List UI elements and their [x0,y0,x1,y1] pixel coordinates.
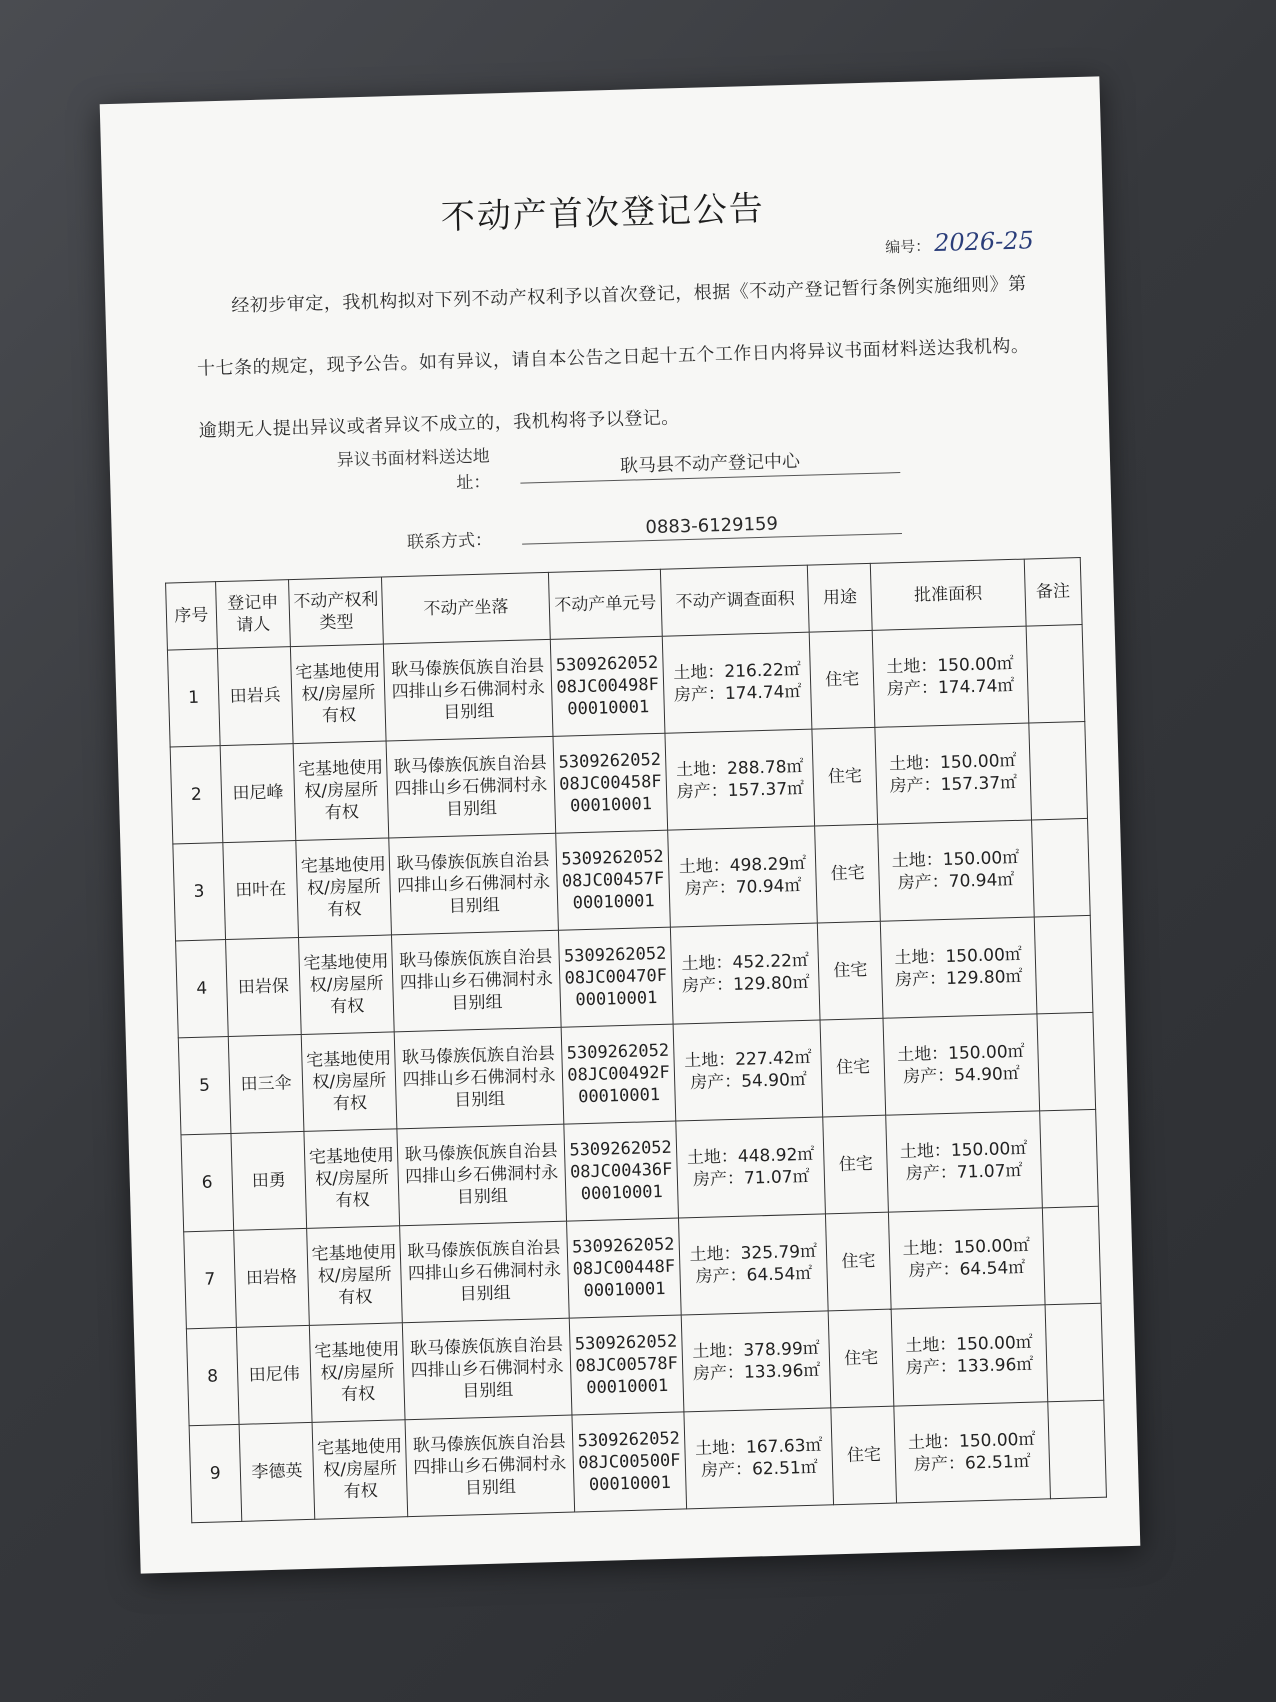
approved-land: 土地：150.00㎡ [902,1235,1031,1260]
survey-land: 土地：227.42㎡ [683,1047,812,1072]
cell-applicant: 田尼伟 [236,1325,312,1424]
cell-applicant: 田岩格 [233,1228,309,1327]
cell-seq: 6 [181,1133,233,1231]
survey-house: 房产：64.54㎡ [695,1263,813,1288]
cell-right-type: 宅基地使用权/房屋所有权 [291,644,387,744]
cell-survey-area [682,1311,832,1412]
cell-seq: 5 [178,1037,230,1135]
address-value: 耿马县不动产登记中心 [520,444,901,484]
cell-right-type: 宅基地使用权/房屋所有权 [310,1323,406,1423]
cell-seq: 2 [170,746,222,844]
cell-usage: 住宅 [823,1115,888,1214]
cell-approved-area [878,820,1034,921]
serial-label: 编号： [884,237,931,257]
approved-land: 土地：150.00㎡ [886,653,1015,678]
cell-unit-no: 530926205208JC00448F00010001 [566,1218,681,1318]
cell-unit-no: 530926205208JC00470F00010001 [558,927,673,1027]
cell-usage: 住宅 [810,630,875,729]
cell-applicant: 田叶在 [223,841,299,940]
survey-house: 房产：62.51㎡ [700,1457,818,1481]
approved-land: 土地：150.00㎡ [891,847,1020,872]
registry-table-wrap [165,557,1107,1523]
contact-label: 联系方式： [406,530,493,553]
survey-house: 房产：54.90㎡ [689,1069,808,1094]
survey-house: 房产：157.37㎡ [676,778,805,803]
approved-house: 房产：54.90㎡ [902,1063,1021,1088]
cell-survey-area [663,632,813,733]
cell-approved-area [889,1208,1045,1309]
cell-seq: 4 [176,940,228,1038]
approved-house: 房产：174.74㎡ [886,675,1015,700]
cell-remarks [1026,625,1085,724]
cell-right-type: 宅基地使用权/房屋所有权 [296,838,392,938]
header-seq: 序号 [166,582,218,650]
cell-approved-area [872,626,1028,727]
cell-unit-no: 530926205208JC00500F00010001 [572,1412,687,1512]
cell-location: 耿马傣族佤族自治县四排山乡石佛洞村永目别组 [384,639,553,741]
cell-unit-no: 530926205208JC00492F00010001 [561,1024,676,1124]
cell-survey-area [679,1214,829,1315]
cell-unit-no: 530926205208JC00498F00010001 [550,636,665,736]
cell-approved-area [875,723,1031,824]
cell-survey-area [671,923,821,1024]
cell-usage: 住宅 [815,824,880,923]
cell-remarks [1031,818,1090,917]
approved-land: 土地：150.00㎡ [894,944,1023,969]
cell-survey-area [676,1117,826,1218]
approved-house: 房产：133.96㎡ [905,1354,1034,1379]
cell-survey-area [668,826,818,927]
cell-unit-no: 530926205208JC00578F00010001 [569,1315,684,1415]
cell-remarks [1028,721,1087,820]
cell-remarks [1042,1206,1101,1305]
cell-applicant: 田三伞 [228,1034,304,1133]
header-unit-no: 不动产单元号 [548,569,662,639]
cell-right-type: 宅基地使用权/房屋所有权 [293,741,389,841]
cell-remarks [1037,1012,1096,1111]
cell-usage: 住宅 [826,1212,891,1311]
cell-seq: 9 [189,1424,241,1522]
survey-land: 土地：216.22㎡ [673,659,802,684]
approved-land: 土地：150.00㎡ [905,1332,1034,1357]
address-label: 异议书面材料送达地址： [336,446,491,494]
header-usage: 用途 [808,563,873,632]
cell-seq: 8 [186,1327,238,1425]
cell-right-type: 宅基地使用权/房屋所有权 [302,1032,398,1132]
header-location: 不动产坐落 [382,572,550,644]
cell-location: 耿马傣族佤族自治县四排山乡石佛洞村永目别组 [394,1027,563,1129]
survey-house: 房产：129.80㎡ [681,972,810,997]
header-survey-area: 不动产调查面积 [661,565,810,636]
survey-land: 土地：378.99㎡ [692,1338,821,1363]
cell-applicant: 李德英 [239,1422,315,1521]
cell-approved-area [880,917,1036,1018]
cell-approved-area [883,1014,1039,1115]
cell-right-type: 宅基地使用权/房屋所有权 [312,1420,408,1520]
survey-land: 土地：325.79㎡ [689,1241,818,1266]
header-right-type: 不动产权利类型 [289,577,384,647]
cell-right-type: 宅基地使用权/房屋所有权 [304,1129,400,1229]
contact-value: 0883-6129159 [521,510,902,545]
approved-land: 土地：150.00㎡ [899,1138,1028,1163]
cell-approved-area [891,1305,1047,1406]
serial-handwritten: 2026-25 [933,226,1035,257]
contact-row [312,510,913,557]
cell-remarks [1047,1400,1106,1499]
cell-location: 耿马傣族佤族自治县四排山乡石佛洞村永目别组 [386,736,555,838]
cell-right-type: 宅基地使用权/房屋所有权 [299,935,395,1035]
header-remarks: 备注 [1024,558,1082,627]
approved-house: 房产：62.51㎡ [913,1451,1031,1476]
survey-land: 土地：452.22㎡ [681,950,810,975]
cell-unit-no: 530926205208JC00458F00010001 [553,733,668,833]
survey-house: 房产：174.74㎡ [673,681,802,706]
cell-usage: 住宅 [812,727,877,826]
cell-applicant: 田勇 [231,1131,307,1230]
cell-applicant: 田岩保 [225,938,301,1037]
approved-house: 房产：64.54㎡ [908,1257,1026,1282]
cell-survey-area [673,1020,823,1121]
cell-unit-no: 530926205208JC00436F00010001 [564,1121,679,1221]
approved-land: 土地：150.00㎡ [907,1429,1036,1454]
survey-land: 土地：448.92㎡ [686,1144,815,1169]
cell-location: 耿马傣族佤族自治县四排山乡石佛洞村永目别组 [397,1124,566,1226]
cell-location: 耿马傣族佤族自治县四排山乡石佛洞村永目别组 [400,1221,569,1323]
cell-unit-no: 530926205208JC00457F00010001 [556,830,671,930]
cell-survey-area [665,729,815,830]
approved-house: 房产：71.07㎡ [905,1160,1023,1185]
notice-body: 经初步审定，我机构拟对下列不动产权利予以首次登记，根据《不动产登记暂行条例实施细则》第十七条的规定，现予公告。如有异议，请自本公告之日起十五个工作日内将异议书面材料送达我机构。逾期无人提出异议或者异议不成立的，我机构将予以登记。 [196,273,1030,442]
cell-approved-area [886,1111,1042,1212]
survey-land: 土地：288.78㎡ [675,756,804,781]
cell-remarks [1034,915,1093,1014]
cell-right-type: 宅基地使用权/房屋所有权 [307,1226,403,1326]
cell-survey-area [684,1408,834,1509]
notice-paper [100,76,1141,1573]
approved-land: 土地：150.00㎡ [896,1041,1025,1066]
header-applicant: 登记申请人 [215,580,290,649]
survey-land: 土地：498.29㎡ [678,853,807,878]
notice-title: 不动产首次登记公告 [440,188,766,238]
cell-seq: 1 [167,649,219,747]
cell-approved-area [894,1402,1050,1503]
cell-location: 耿马傣族佤族自治县四排山乡石佛洞村永目别组 [392,930,561,1032]
cell-usage: 住宅 [820,1018,885,1117]
header-approved-area: 批准面积 [870,559,1025,630]
cell-usage: 住宅 [831,1406,896,1505]
approved-house: 房产：70.94㎡ [897,870,1015,894]
survey-house: 房产：71.07㎡ [692,1166,810,1191]
cell-applicant: 田岩兵 [217,647,293,746]
survey-house: 房产：133.96㎡ [692,1360,821,1385]
cell-usage: 住宅 [829,1309,894,1408]
cell-remarks [1039,1109,1098,1208]
cell-seq: 7 [184,1230,236,1328]
survey-house: 房产：70.94㎡ [684,875,802,900]
cell-seq: 3 [173,843,225,941]
cell-location: 耿马傣族佤族自治县四排山乡石佛洞村永目别组 [389,833,558,935]
cell-usage: 住宅 [818,921,883,1020]
approved-land: 土地：150.00㎡ [888,750,1017,775]
registry-table [165,557,1107,1523]
approved-house: 房产：129.80㎡ [894,966,1023,991]
cell-location: 耿马傣族佤族自治县四排山乡石佛洞村永目别组 [405,1415,574,1517]
survey-land: 土地：167.63㎡ [694,1435,823,1460]
cell-remarks [1045,1303,1104,1402]
cell-applicant: 田尼峰 [220,744,296,843]
cell-location: 耿马傣族佤族自治县四排山乡石佛洞村永目别组 [403,1318,572,1420]
approved-house: 房产：157.37㎡ [889,772,1018,797]
